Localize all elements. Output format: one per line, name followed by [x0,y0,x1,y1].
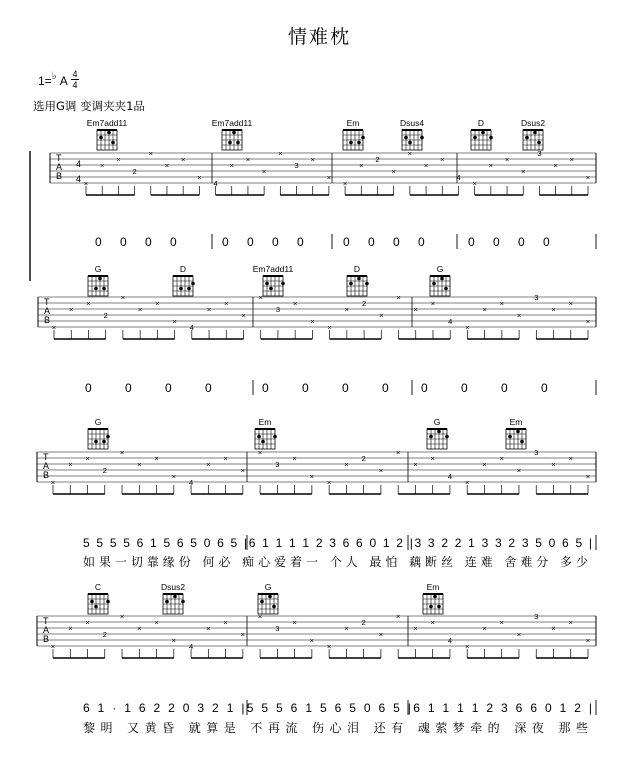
tab-note: × [553,161,558,170]
tab-note: 2 [361,454,366,463]
tab-note: × [413,624,418,633]
tab-note: 2 [102,630,107,639]
tab-note: × [344,624,349,633]
chord-name: Dsus2 [520,118,546,128]
tab-note: × [499,618,504,627]
tab-note: × [391,167,396,176]
tab-note: 4 [213,179,218,188]
tab-note: × [171,472,177,481]
tab-note: × [99,161,105,170]
tab-note: × [310,317,315,326]
chord-finger-dot [473,136,477,140]
chord-finger-dot [281,282,285,286]
chord-finger-dot [236,141,240,145]
tab-note: × [137,624,142,633]
tab-note: × [440,155,445,164]
tab-note: × [116,155,121,164]
tab-clef-letter: T [56,153,62,163]
chord-name: Em7add11 [252,264,294,274]
tab-clef-letter: T [44,297,50,307]
tab-note: × [155,299,160,308]
tab-note: × [396,293,401,302]
song-title: 情难枕 [287,26,351,48]
tab-note: × [326,173,332,182]
tab-note: × [585,472,591,481]
jianpu-number: 0 [222,235,229,249]
tab-note: × [258,293,263,302]
tab-note: 3 [534,448,539,457]
chord-finger-dot [508,435,512,439]
tab-note: × [137,305,143,314]
tab-note: × [206,305,212,314]
chord-finger-dot [408,141,412,145]
tab-note: 2 [103,311,108,320]
tab-note: 4 [448,317,453,326]
tab-note: × [464,478,470,487]
jianpu-number: 0 [501,381,508,395]
tab-note: × [551,624,556,633]
jianpu-number: 0 [421,381,428,395]
jianpu-number: 0 [165,381,172,395]
chord-finger-dot [181,600,185,604]
jianpu-number: 0 [368,235,375,249]
jianpu-line: 5 5 5 5 6 1 5 6 5 0 6 5 |6 1 1 1 1 2 3 6 6 0 1 2 |3 3 2 2 1 3 3 2 3 5 0 6 5 | [83,536,592,550]
time-signature-top: 4 [72,69,78,79]
tab-note: 4 [189,323,194,332]
chord-name: Em7add11 [211,118,253,128]
tab-note: × [257,612,263,621]
chord-finger-dot [187,287,191,291]
key-prefix: 1= [38,74,52,88]
chord-finger-dot [273,435,277,439]
chord-name: G [436,264,444,274]
tab-note: × [292,618,297,627]
chord-finger-dot [445,435,449,439]
chord-finger-dot [433,595,437,599]
tab-note: × [344,305,350,314]
tab-note: × [430,618,435,627]
tab-time-signature: 4 [76,159,82,169]
tab-note: × [180,155,186,164]
tab-note: 3 [534,612,539,621]
tab-note: × [585,173,591,182]
chord-finger-dot [265,282,269,286]
chord-finger-dot [420,136,424,140]
chord-name: G [264,582,272,592]
tab-note: × [50,642,56,651]
tab-note: 3 [534,293,539,302]
tab-note: 4 [456,173,461,182]
tab-note: × [516,630,522,639]
chord-finger-dot [429,605,433,609]
tab-note: × [499,454,504,463]
chord-finger-dot [525,136,529,140]
chord-name: Em7add11 [86,118,128,128]
chord-name: Em [258,417,272,427]
tab-note: × [407,149,413,158]
chord-name: Dsus4 [399,118,425,128]
tab-note: × [257,448,263,457]
chord-finger-dot [107,131,111,135]
jianpu-number: 0 [382,381,389,395]
tab-note: 3 [294,161,299,170]
tab-note: × [310,155,315,164]
chord-finger-dot [537,141,541,145]
tab-note: 2 [361,299,367,308]
tab-note: × [240,630,246,639]
chord-finger-dot [269,287,273,291]
tab-note: × [83,179,89,188]
jianpu-number: 0 [468,235,475,249]
tab-note: × [413,305,418,314]
tab-note: × [51,323,57,332]
chord-finger-dot [179,287,183,291]
tab-note: × [120,293,126,302]
chord-finger-dot [481,131,485,135]
tab-note: × [197,173,202,182]
tab-note: 4 [188,478,194,487]
tab-note: × [359,161,364,170]
jianpu-number: 0 [418,235,425,249]
tab-note: × [224,299,229,308]
capo-note: 选用G调 变调夹夹1品 [33,99,145,113]
tab-note: × [499,299,505,308]
chord-finger-dot [257,435,261,439]
chord-finger-dot [432,282,436,286]
tab-note: × [585,636,591,645]
chord-finger-dot [90,600,94,604]
tab-note: × [521,167,526,176]
tab-note: × [395,448,401,457]
jianpu-number: 0 [120,235,127,249]
chord-finger-dot [365,282,369,286]
chord-finger-dot [357,277,361,281]
tab-note: × [172,317,177,326]
tab-note: × [309,636,315,645]
chord-finger-dot [444,287,448,291]
tab-note: × [395,612,401,621]
tab-note: 4 [447,472,453,481]
chord-finger-dot [165,600,169,604]
chord-finger-dot [404,136,408,140]
chord-finger-dot [361,136,365,140]
chord-finger-dot [437,605,441,609]
jianpu-number: 0 [393,235,400,249]
tab-note: × [568,618,573,627]
chord-finger-dot [173,595,177,599]
jianpu-number: 0 [518,235,525,249]
tab-note: × [261,167,267,176]
jianpu-number: 0 [125,381,132,395]
chord-name: D [179,264,187,274]
chord-finger-dot [260,600,264,604]
jianpu-number: 0 [85,381,92,395]
chord-finger-dot [191,282,195,286]
tab-note: × [119,448,125,457]
chord-finger-dot [106,600,110,604]
chord-finger-dot [349,282,353,286]
chord-finger-dot [520,440,524,444]
tab-note: × [326,478,332,487]
chord-name: Dsus2 [160,582,186,592]
jianpu-number: 0 [297,235,304,249]
jianpu-number: 0 [493,235,500,249]
chord-finger-dot [440,277,444,281]
tab-note: × [413,460,418,469]
chord-finger-dot [102,287,106,291]
tab-note: × [482,460,487,469]
tab-note: × [309,472,315,481]
tab-note: 2 [102,466,107,475]
tab-note: × [154,454,159,463]
tab-note: × [119,612,125,621]
jianpu-number: 0 [461,381,468,395]
tab-note: × [504,155,510,164]
chord-finger-dot [429,435,433,439]
tab-note: 2 [361,618,366,627]
lyric-line: 黎明 又黄昏 就算是 不再流 伤心泪 还有 魂萦梦牵的 深夜 那些 [83,721,588,735]
jianpu-number: 0 [272,235,279,249]
chord-finger-dot [94,287,98,291]
jianpu-number: 0 [247,235,254,249]
chord-finger-dot [437,430,441,434]
tab-note: 3 [275,460,280,469]
chord-name: G [94,264,102,274]
tab-time-signature: 4 [76,174,82,184]
chord-name: D [477,118,485,128]
tab-note: × [482,305,487,314]
chord-name: C [94,582,102,592]
tab-note: × [240,466,246,475]
chord-finger-dot [349,141,353,145]
chord-finger-dot [268,595,272,599]
lyric-line: 如果一切靠缘份 何必 痴心爱着一 个人 最怕 藕断丝 连难 舍难分 多少 [83,555,588,569]
jianpu-number: 0 [543,235,550,249]
tab-note: × [85,454,90,463]
tab-clef-letter: B [43,634,50,644]
tab-note: × [344,460,349,469]
chord-finger-dot [516,430,520,434]
jianpu-number: 0 [262,381,269,395]
chord-finger-dot [94,605,98,609]
tab-note: × [206,624,211,633]
tab-note: × [430,299,436,308]
tab-note: × [69,305,74,314]
tab-note: × [164,161,170,170]
tab-note: × [342,179,348,188]
tab-note: 3 [537,149,542,158]
chord-finger-dot [111,141,115,145]
tab-note: × [569,155,575,164]
tab-note: × [223,618,228,627]
key-note: A [59,74,68,88]
tab-note: 2 [132,167,137,176]
chord-finger-dot [232,131,236,135]
tab-note: × [488,161,494,170]
tab-note: × [68,624,73,633]
tab-clef-letter: B [43,470,50,480]
tab-note: × [206,460,211,469]
chord-finger-dot [357,141,361,145]
tab-note: × [378,630,384,639]
chord-name: D [353,264,361,274]
tab-clef-letter: A [43,625,50,635]
jianpu-number: 0 [205,381,212,395]
tab-note: × [326,642,332,651]
chord-finger-dot [102,440,106,444]
tab-note: × [472,179,477,188]
tab-note: × [229,161,234,170]
jianpu-number: 0 [145,235,152,249]
tab-note: × [148,149,153,158]
time-signature-bottom: 4 [72,80,78,90]
jianpu-number: 0 [302,381,309,395]
tab-clef-letter: A [43,461,50,471]
tab-note: × [68,460,73,469]
tab-note: × [551,460,556,469]
chord-finger-dot [533,131,537,135]
key-flat: ♭ [51,71,57,82]
tab-note: × [516,466,522,475]
tab-note: 4 [447,636,453,645]
tab-note: × [551,305,556,314]
tab-note: × [50,478,56,487]
jianpu-number: 0 [541,381,548,395]
chord-finger-dot [94,440,98,444]
tab-note: × [86,299,91,308]
tab-note: × [568,299,573,308]
tab-note: 3 [275,305,281,314]
jianpu-number: 0 [170,235,177,249]
chord-name: Em [346,118,360,128]
tab-note: × [482,624,487,633]
tab-note: × [278,149,283,158]
tab-note: × [292,454,297,463]
tab-note: × [423,161,429,170]
tab-note: 3 [275,624,280,633]
tab-clef-letter: A [44,306,51,316]
chord-finger-dot [489,136,493,140]
chord-name: G [433,417,441,427]
tab-note: × [292,299,298,308]
tab-note: × [85,618,90,627]
chord-name: Em [426,582,440,592]
jianpu-line: 6 1 · 1 6 2 2 0 3 2 1 |5 5 5 6 1 5 6 5 0 6 5 |6 1 1 1 1 2 3 6 6 0 1 2 | [83,701,593,715]
tab-note: × [171,636,177,645]
tab-note: × [327,323,332,332]
tab-note: × [379,311,384,320]
tab-note: × [154,618,159,627]
tab-clef-letter: B [56,171,63,181]
chord-finger-dot [272,605,276,609]
tab-note: × [568,454,573,463]
tab-note: × [245,155,251,164]
chord-finger-dot [98,277,102,281]
tab-note: × [241,311,246,320]
tab-note: × [137,460,142,469]
tab-note: × [516,311,522,320]
tab-note: × [223,454,228,463]
tab-note: × [464,642,470,651]
chord-name: Em [509,417,523,427]
chord-name: G [94,417,102,427]
chord-finger-dot [261,440,265,444]
tab-note: × [430,454,435,463]
tab-clef-letter: T [43,452,49,462]
chord-finger-dot [106,435,110,439]
tab-note: 4 [188,642,194,651]
tab-clef-letter: B [44,315,51,325]
chord-finger-dot [99,136,103,140]
chord-finger-dot [228,141,232,145]
jianpu-number: 0 [343,235,350,249]
tab-note: × [378,466,384,475]
tab-note: 2 [375,155,380,164]
tab-note: × [585,317,591,326]
tab-note: × [465,323,470,332]
tab-clef-letter: A [56,162,63,172]
tab-clef-letter: T [43,616,49,626]
jianpu-number: 0 [95,235,102,249]
jianpu-number: 0 [342,381,349,395]
